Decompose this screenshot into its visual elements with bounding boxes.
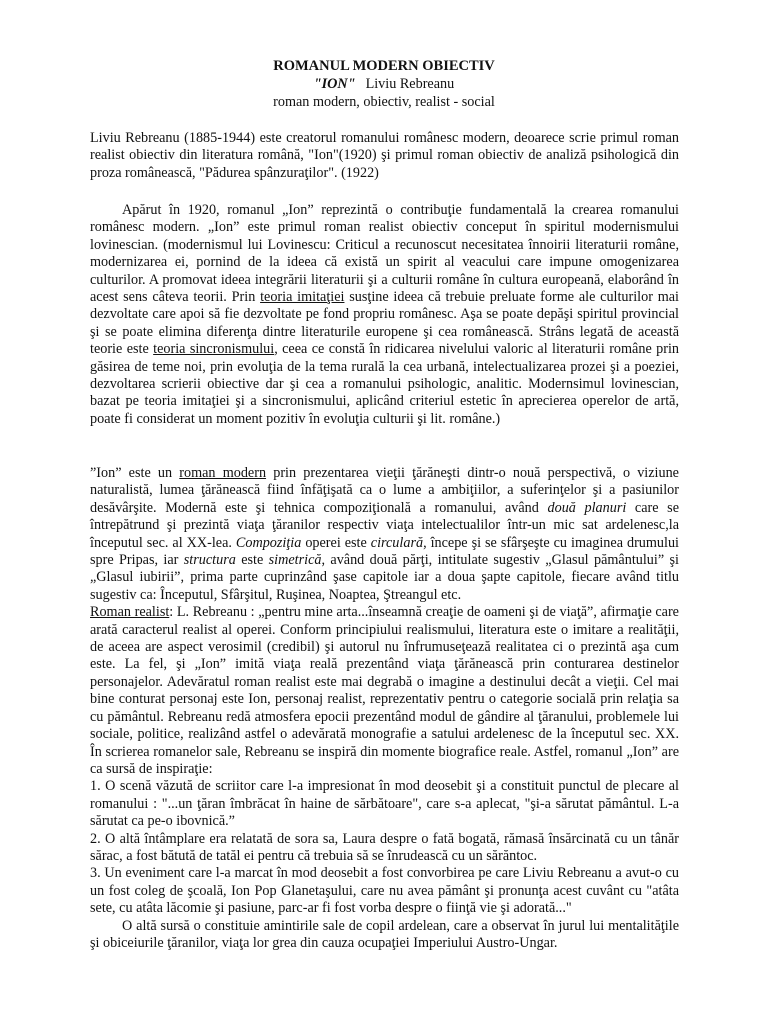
intro-paragraph: Liviu Rebreanu (1885-1944) este creatorul romanului românesc modern, deoarece scrie primul roman realist obiectiv din literatura română, "Ion"(1920) şi primul roman obiectiv de analiză psihologică din proza românească, "Pădurea spânzuraţilor". (1922) (90, 130, 679, 181)
list-item: 3. Un eveniment care l-a marcat în mod deosebit a fost convorbirea pe care Liviu Rebreanu a avut-o cu un fost coleg de şcoală, Ion Pop Glanetaşului, care nu avea pământ şi pronunţa acest cuvânt cu "atâta sete, cu atâta lăcomie şi pasiune, parc-ar fi fost vorba despre o fiinţă vie şi adorată..." (90, 865, 679, 917)
paragraph-modernism: Apărut în 1920, romanul „Ion” reprezintă o contribuţie fundamentală la crearea romanului românesc modern. „Ion” este primul roman realist obiectiv conceput în spiritul modernismului lovinescian. (modernismul lui Lovinescu: Criticul a recunoscut necesitatea înnoirii literaturii române, modernizarea ei, pornind de la ideea că există un spirit al veacului care impune omogenizarea culturilor. A promovat ideea integrării literaturii şi a culturii române în cultura europeană, elaborând în acest sens câteva teorii. Prin teoria imitaţiei susţine ideea că trebuie preluate forme ale culturilor mai dezvoltate care apoi să fie dezvoltate pe fond propriu românesc. Aşa se poate depăşi spiritul provincial şi se poate elimina diferenţa dintre literaturile europene şi cea românească. Strâns legată de această teorie este teoria sincronismului, ceea ce constă în ridicarea nivelului valoric al literaturii române prin găsirea de teme noi, prin evoluţia de la tema rurală la cea urbană, intelectualizarea prozei şi a poeziei, dezvoltarea scrierii obiective dar şi cea a romanului psihologic, analitic. Modernsimul lovinescian, bazat pe teoria imitaţiei şi a sincronismului, aplicând criteriul estetic în aprecierea operelor de artă, poate fi considerat un moment pozitiv în evoluţia culturii şi lit. române.) (90, 202, 680, 427)
italic-term: structura (183, 552, 236, 569)
paragraph-roman-modern: ”Ion” este un roman modern prin prezentarea vieţii ţărăneşti dintr-o nouă perspectivă, o viziune naturalistă, lumea ţărănească fiind înfăţişată ca o lume a ambiţiilor, a suferinţelor şi a pasiunilor desăvârşite. Modernă este şi tehnica compoziţională a romanului, având două planuri care se întrepătrund şi prezintă viaţa ţăranilor respectiv viaţa intelectualilor într-un mic sat ardelenesc,la începutul sec. al XX-lea. Compoziţia operei este circulară, începe şi se sfârşeşte cu imaginea drumului spre Pripas, iar structura este simetrică, având două părţi, intitulate sugestiv „Glasul pământului” şi „Glasul iubirii”, prima parte cuprinzând şase capitole iar a doua şapte capitole, fiecare având titlu sugestiv ca: Începutul, Sfârşitul, Ruşinea, Noaptea, Ştreangul etc. Roman realist: L. Rebreanu : „pentru mine arta...înseamnă creaţie de oameni şi de viaţă”, afirmaţie care arată caracterul realist al operei. Conform principiului realismului, literatura este o imitare a realităţii, de aceea are aspect verosimil (credibil) şi autorul nu înfrumuseţează realitatea ci o prezintă aşa cum este. La fel, şi „Ion” imită viaţa reală prezentând viaţa ţărănească prin conturarea destinelor personajelor. Adevăratul roman realist este mai degrabă o imagine a destinului decât a vieţii. Cel mai bine conturat personaj este Ion, personaj realist, reprezentativ pentru o categorie socială prin relaţia sa cu pământul. Rebreanu redă atmosfera epocii prezentând modul de gândire al ţăranului, problemele lui sociale, politice, realizând astfel o adevărată monografie a satului ardelenesc de la începutul sec. XX. În scrierea romanelor sale, Rebreanu se inspiră din momente biografice reale. Astfel, romanul „Ion” are ca sursă de inspiraţie: 1. O scenă văzută de scriitor care l-a impresionat în mod deosebit şi a constituit punctul de plecare al romanului : "...un ţăran îmbrăcat în haine de sărbătoare", care s-a aplecat, "şi-a sărutat pământul. L-a sărutat ca pe-o ibovnică.” 2. O altă întâmplare era relatată de sora sa, Laura despre o fată bogată, rămasă însărcinată cu un tânăr sărac, a fost bătută de tatăl ei pentru că trebuia să se înrudească cu un sărăntoc. 3. Un eveniment care l-a marcat în mod deosebit a fost convorbirea pe care Liviu Rebreanu a avut-o cu un fost coleg de şcoală, Ion Pop Glanetaşului, care nu avea pământ şi pronunţa acest cuvânt cu "atâta sete, cu atâta lăcomie şi pasiune, parc-ar fi fost vorba despre o fiinţă vie şi adorată..." O altă sursă o constituie amintirile sale de copil ardelean, care a observat în jurul lui mentalităţile şi obiceiurile ţăranilor, viaţa lor grea din cauza ocupaţiei Imperiului Austro-Ungar. (90, 465, 680, 951)
italic-term: simetrică (268, 552, 322, 569)
underlined-term: Roman realist (90, 604, 170, 621)
italic-term: Compoziţia (235, 534, 302, 551)
italic-term: două planuri (547, 499, 627, 516)
underlined-term: teoria imitaţiei (260, 289, 345, 306)
underlined-term: teoria sincronismului (153, 341, 275, 358)
author-name: Liviu Rebreanu (365, 76, 455, 92)
italic-term: circulară (370, 534, 424, 551)
work-title: "ION" (313, 76, 356, 92)
list-item: 1. O scenă văzută de scriitor care l-a impresionat în mod deosebit şi a constituit punctul de plecare al romanului : "...un ţăran îmbrăcat în haine de sărbătoare", care s-a aplecat, "şi-a sărutat pământul. L-a sărutat ca pe-o ibovnică.” (90, 778, 679, 830)
list-item: 2. O altă întâmplare era relatată de sora sa, Laura despre o fată bogată, rămasă însărcinată cu un tânăr sărac, a fost bătută de tatăl ei pentru că trebuia să se înrudească cu un sărăntoc. (90, 830, 679, 864)
genre-line: roman modern, obiectiv, realist - social (273, 94, 495, 110)
paragraph-roman-realist: Roman realist: L. Rebreanu : „pentru mine arta...înseamnă creaţie de oameni şi de viaţă”, afirmaţie care arată caracterul realist al operei. Conform principiului realismului, literatura este o imitare a realităţii, de aceea are aspect verosimil (credibil) şi autorul nu înfrumuseţează realitatea ci o prezintă aşa cum este. La fel, şi „Ion” imită viaţa reală prezentând viaţa ţărănească prin conturarea destinelor personajelor. Adevăratul roman realist este mai degrabă o imagine a destinului decât a vieţii. Cel mai bine conturat personaj este Ion, personaj realist, reprezentativ pentru o categorie socială prin relaţia sa cu pământul. Rebreanu redă atmosfera epocii prezentând modul de gândire al ţăranului, problemele lui sociale, politice, realizând astfel o adevărată monografie a satului ardelenesc de la începutul sec. XX. În scrierea romanelor sale, Rebreanu se inspiră din momente biografice reale. Astfel, romanul „Ion” are ca sursă de inspiraţie: (90, 604, 679, 777)
underlined-term: roman modern (179, 465, 267, 481)
closing-paragraph: O altă sursă o constituie amintirile sale de copil ardelean, care a observat în jurul lui mentalităţile şi obiceiurile ţăranilor, viaţa lor grea din cauza ocupaţiei Imperiului Austro-Ungar. (90, 917, 679, 951)
document-title: ROMANUL MODERN OBIECTIV (273, 58, 495, 74)
work-and-author (0, 76, 768, 93)
